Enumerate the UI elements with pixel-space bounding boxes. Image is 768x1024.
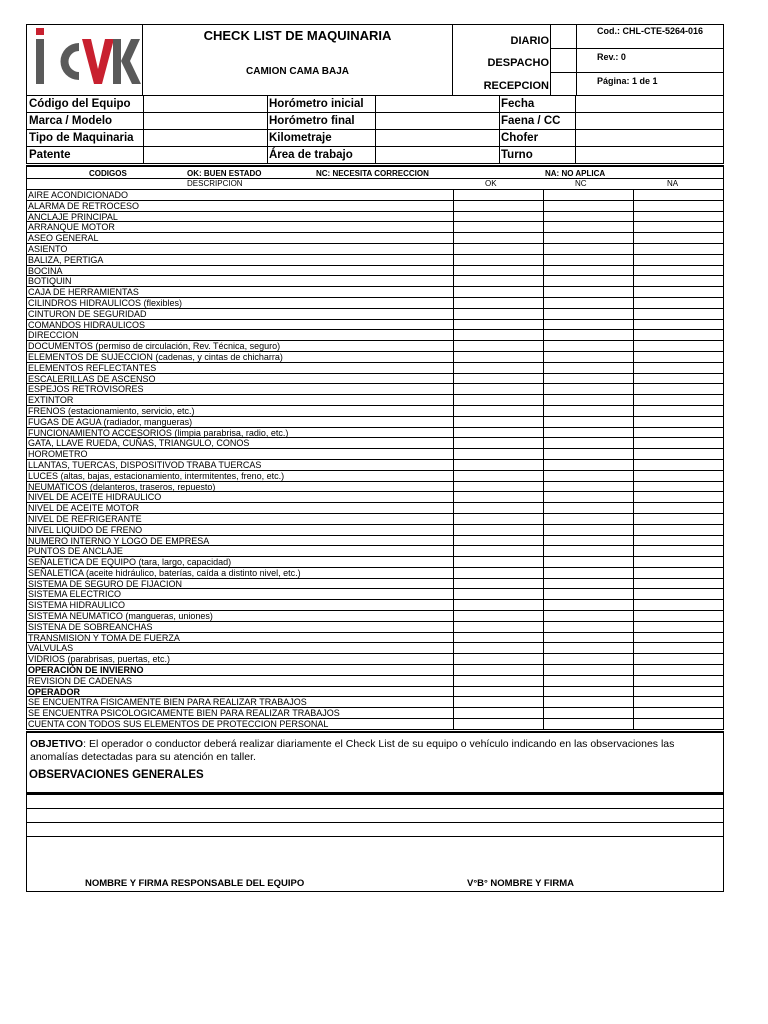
checkbox-nc[interactable] (544, 536, 634, 546)
checkbox-na[interactable] (634, 633, 723, 643)
checkbox-nc[interactable] (544, 395, 634, 405)
checklist-item-label: LLANTAS, TUERCAS, DISPOSITIVOD TRABA TUERCAS (28, 459, 262, 470)
checkbox-na[interactable] (634, 460, 723, 470)
checkbox-na[interactable] (634, 622, 723, 632)
checkbox-ok[interactable] (454, 503, 544, 513)
checkbox-nc[interactable] (544, 589, 634, 599)
col-descripcion: DESCRIPCION (187, 179, 243, 188)
checkbox-ok[interactable] (454, 244, 544, 254)
checklist-row (27, 600, 723, 611)
checkbox-nc[interactable] (544, 708, 634, 718)
checkbox-ok[interactable] (454, 406, 544, 416)
checklist-row (27, 287, 723, 298)
checkbox-na[interactable] (634, 428, 723, 438)
checkbox-na[interactable] (634, 201, 723, 211)
checkbox-na[interactable] (634, 298, 723, 308)
field-codigo-equipo[interactable] (144, 96, 266, 112)
checklist-item-label: ARRANQUE MOTOR (28, 222, 115, 233)
checkbox-nc[interactable] (544, 449, 634, 459)
checklist-row (27, 697, 723, 708)
checkbox-nc[interactable] (544, 676, 634, 686)
checklist-item-label: OPERADOR (28, 686, 81, 697)
checklist-row (27, 589, 723, 600)
checkbox-nc[interactable] (544, 568, 634, 578)
checklist-item-label: NIVEL LIQUIDO DE FRENO (28, 524, 143, 535)
checklist-row (27, 557, 723, 568)
checkbox-ok[interactable] (454, 622, 544, 632)
checkbox-diario[interactable] (550, 25, 576, 49)
checklist-table (26, 190, 724, 730)
checklist-item-label: SISTEMA NEUMATICO (mangueras, uniones) (28, 611, 213, 622)
checkbox-nc[interactable] (544, 546, 634, 556)
checkbox-na[interactable] (634, 352, 723, 362)
checklist-item-label: FRENOS (estacionamiento, servicio, etc.) (28, 405, 195, 416)
label-fecha: Fecha (501, 98, 535, 110)
checkbox-nc[interactable] (544, 417, 634, 427)
checklist-row (27, 417, 723, 428)
icvk-logo-icon (27, 25, 143, 95)
checklist-item-label: ALARMA DE RETROCESO (28, 200, 140, 211)
checkbox-na[interactable] (634, 384, 723, 394)
label-codigo-equipo: Código del Equipo (29, 98, 131, 110)
checkbox-nc[interactable] (544, 622, 634, 632)
checkbox-na[interactable] (634, 233, 723, 243)
checklist-item-label: CUENTA CON TODOS SUS ELEMENTOS DE PROTECCION PERSONAL (28, 719, 329, 730)
checkbox-nc[interactable] (544, 255, 634, 265)
objective-label: OBJETIVO (30, 738, 84, 750)
checklist-item-label: ELEMENTOS DE SUJECCION (cadenas, y cintas de chicharra) (28, 351, 283, 362)
checklist-row (27, 449, 723, 460)
checklist-row (27, 438, 723, 449)
checklist-item-label: DOCUMENTOS (permiso de circulación, Rev. Técnica, seguro) (28, 341, 281, 352)
checklist-item-label: SISTEMA ELECTRICO (28, 589, 122, 600)
checkbox-nc[interactable] (544, 600, 634, 610)
checkbox-nc[interactable] (544, 201, 634, 211)
checklist-row (27, 482, 723, 493)
checklist-item-label: GATA, LLAVE RUEDA, CUÑAS, TRIANGULO, CONOS (28, 438, 250, 449)
checklist-row (27, 233, 723, 244)
checkbox-nc[interactable] (544, 341, 634, 351)
checkbox-na[interactable] (634, 287, 723, 297)
checkbox-na[interactable] (634, 503, 723, 513)
checklist-row (27, 309, 723, 320)
checklist-row (27, 622, 723, 633)
checkbox-nc[interactable] (544, 525, 634, 535)
form-title: CHECK LIST DE MAQUINARIA (203, 28, 392, 43)
checkbox-nc[interactable] (544, 643, 634, 653)
checklist-row (27, 222, 723, 233)
equipment-info (26, 96, 724, 164)
checkbox-ok[interactable] (454, 611, 544, 621)
checkbox-na[interactable] (634, 665, 723, 675)
checklist-row (27, 201, 723, 212)
checklist-item-label: VALVULAS (28, 643, 74, 654)
checklist-item-label: NIVEL DE ACEITE MOTOR (28, 503, 140, 514)
form-header (26, 24, 724, 96)
checklist-item-label: ANCLAJE PRINCIPAL (28, 211, 118, 222)
checkbox-na[interactable] (634, 276, 723, 286)
checklist-row (27, 665, 723, 676)
checklist-item-label: NIVEL DE ACEITE HIDRAULICO (28, 492, 162, 503)
label-horometro-inicial: Horómetro inicial (269, 98, 364, 110)
checkbox-ok[interactable] (454, 222, 544, 232)
checkbox-na[interactable] (634, 546, 723, 556)
checklist-item-label: EXTINTOR (28, 395, 74, 406)
legend-na: NA: NO APLICA (545, 169, 606, 178)
checkbox-na[interactable] (634, 320, 723, 330)
checkbox-ok[interactable] (454, 201, 544, 211)
checkbox-nc[interactable] (544, 222, 634, 232)
inspection-type-options: DIARIO DESPACHO RECEPCION (453, 25, 577, 95)
checkbox-na[interactable] (634, 654, 723, 664)
checkbox-nc[interactable] (544, 654, 634, 664)
checkbox-nc[interactable] (544, 330, 634, 340)
document-code-block (577, 25, 723, 95)
checklist-row (27, 395, 723, 406)
checkbox-nc[interactable] (544, 579, 634, 589)
checkbox-nc[interactable] (544, 514, 634, 524)
checklist-item-label: DIRECCION (28, 330, 79, 341)
checklist-item-label: AIRE ACONDICIONADO (28, 190, 129, 200)
checklist-row (27, 708, 723, 719)
codes-legend (26, 165, 724, 179)
checklist-item-label: COMANDOS HIDRAULICOS (28, 319, 146, 330)
checkbox-ok[interactable] (454, 579, 544, 589)
checkbox-nc[interactable] (544, 266, 634, 276)
checklist-row (27, 363, 723, 374)
checklist-item-label: SISTEMA HIDRAULICO (28, 600, 126, 611)
checkbox-na[interactable] (634, 536, 723, 546)
checkbox-nc[interactable] (544, 633, 634, 643)
objective-text: : El operador o conductor deberá realizar diariamente el Check List de su equipo o vehículo indicando en las observaciones las anomalías detectadas para su atención en taller. (30, 738, 675, 763)
label-chofer: Chofer (501, 132, 539, 144)
checkbox-nc[interactable] (544, 492, 634, 502)
checkbox-ok[interactable] (454, 233, 544, 243)
checkbox-nc[interactable] (544, 697, 634, 707)
checkbox-nc[interactable] (544, 665, 634, 675)
checkbox-ok[interactable] (454, 428, 544, 438)
checklist-item-label: SEÑALETICA (aceite hidráulico, baterías, caída a distinto nivel, etc.) (28, 567, 301, 578)
checkbox-ok[interactable] (454, 255, 544, 265)
checklist-row (27, 492, 723, 503)
checkbox-ok[interactable] (454, 471, 544, 481)
checklist-item-label: OPERACIÓN DE INVIERNO (28, 665, 144, 676)
checkbox-nc[interactable] (544, 276, 634, 286)
checklist-item-label: ESPEJOS RETROVISORES (28, 384, 144, 395)
col-nc: NC (575, 179, 587, 188)
checkbox-na[interactable] (634, 676, 723, 686)
checkbox-ok[interactable] (454, 536, 544, 546)
checklist-item-label: ELEMENTOS REFLECTANTES (28, 362, 157, 373)
checkbox-na[interactable] (634, 309, 723, 319)
checkbox-ok[interactable] (454, 525, 544, 535)
checkbox-ok[interactable] (454, 687, 544, 697)
checkbox-nc[interactable] (544, 384, 634, 394)
checkbox-nc[interactable] (544, 352, 634, 362)
checkbox-na[interactable] (634, 471, 723, 481)
checklist-row (27, 654, 723, 665)
checklist-row (27, 330, 723, 341)
checkbox-ok[interactable] (454, 676, 544, 686)
checkbox-ok[interactable] (454, 395, 544, 405)
checklist-row (27, 460, 723, 471)
checkbox-na[interactable] (634, 255, 723, 265)
checklist-item-label: LUCES (altas, bajas, estacionamiento, intermitentes, freno, etc.) (28, 470, 285, 481)
checklist-row (27, 255, 723, 266)
checkbox-ok[interactable] (454, 633, 544, 643)
checklist-item-label: TRANSMISION Y TOMA DE FUERZA (28, 632, 180, 643)
checkbox-nc[interactable] (544, 320, 634, 330)
checkbox-na[interactable] (634, 719, 723, 729)
checklist-row (27, 374, 723, 385)
checklist-item-label: SISTENA DE SOBREANCHAS (28, 621, 153, 632)
checkbox-nc[interactable] (544, 471, 634, 481)
checkbox-na[interactable] (634, 708, 723, 718)
checkbox-ok[interactable] (454, 568, 544, 578)
label-kilometraje: Kilometraje (269, 132, 332, 144)
label-marca-modelo: Marca / Modelo (29, 115, 113, 127)
legend-nc: NC: NECESITA CORRECCION (316, 169, 429, 178)
checklist-row (27, 320, 723, 331)
checklist-row (27, 568, 723, 579)
checkbox-na[interactable] (634, 190, 723, 200)
checkbox-nc[interactable] (544, 309, 634, 319)
document-revision: Rev.: 0 (577, 49, 723, 73)
checkbox-nc[interactable] (544, 298, 634, 308)
checkbox-ok[interactable] (454, 492, 544, 502)
checklist-row (27, 579, 723, 590)
checkbox-despacho[interactable] (550, 49, 576, 73)
checkbox-ok[interactable] (454, 341, 544, 351)
checklist-row (27, 190, 723, 201)
col-na: NA (667, 179, 679, 188)
checklist-row (27, 212, 723, 223)
checkbox-nc[interactable] (544, 212, 634, 222)
checkbox-na[interactable] (634, 600, 723, 610)
checkbox-nc[interactable] (544, 428, 634, 438)
checkbox-recepcion[interactable] (550, 73, 576, 95)
label-area-trabajo: Área de trabajo (269, 149, 353, 161)
checkbox-ok[interactable] (454, 309, 544, 319)
checkbox-ok[interactable] (454, 190, 544, 200)
document-code: Cod.: CHL-CTE-5264-016 (577, 25, 723, 49)
checkbox-nc[interactable] (544, 406, 634, 416)
signature-responsible: NOMBRE Y FIRMA RESPONSABLE DEL EQUIPO (85, 878, 305, 889)
checklist-row (27, 536, 723, 547)
checkbox-ok[interactable] (454, 352, 544, 362)
checkbox-ok[interactable] (454, 643, 544, 653)
checkbox-ok[interactable] (454, 417, 544, 427)
checkbox-na[interactable] (634, 492, 723, 502)
checkbox-na[interactable] (634, 363, 723, 373)
checkbox-ok[interactable] (454, 320, 544, 330)
checklist-row (27, 503, 723, 514)
checklist-item-label: NEUMATICOS (delanteros, traseros, repuesto) (28, 481, 216, 492)
checkbox-ok[interactable] (454, 212, 544, 222)
form-subtitle: CAMION CAMA BAJA (246, 66, 349, 77)
checkbox-na[interactable] (634, 482, 723, 492)
checkbox-nc[interactable] (544, 363, 634, 373)
company-logo (27, 25, 143, 95)
checklist-row (27, 406, 723, 417)
checklist-row (27, 525, 723, 536)
checkbox-na[interactable] (634, 579, 723, 589)
checkbox-ok[interactable] (454, 298, 544, 308)
checkbox-na[interactable] (634, 643, 723, 653)
checkbox-na[interactable] (634, 438, 723, 448)
checkbox-na[interactable] (634, 266, 723, 276)
checkbox-ok[interactable] (454, 482, 544, 492)
checklist-item-label: CILINDROS HIDRAULICOS (flexibles) (28, 297, 183, 308)
label-faena: Faena / CC (501, 115, 561, 127)
checkbox-na[interactable] (634, 406, 723, 416)
checklist-item-label: SEÑALETICA DE EQUIPO (tara, largo, capacidad) (28, 557, 232, 568)
checkbox-ok[interactable] (454, 708, 544, 718)
checklist-row (27, 687, 723, 698)
checklist-item-label: FUNCIONAMIENTO ACCESORIOS (limpia parabrisa, radio, etc.) (28, 427, 289, 438)
checkbox-na[interactable] (634, 525, 723, 535)
checkbox-na[interactable] (634, 687, 723, 697)
checkbox-ok[interactable] (454, 719, 544, 729)
checkbox-ok[interactable] (454, 276, 544, 286)
checklist-row (27, 428, 723, 439)
checkbox-ok[interactable] (454, 665, 544, 675)
checkbox-nc[interactable] (544, 687, 634, 697)
checkbox-na[interactable] (634, 697, 723, 707)
checkbox-ok[interactable] (454, 557, 544, 567)
checkbox-nc[interactable] (544, 460, 634, 470)
checklist-item-label: SE ENCUENTRA PSICOLOGICAMENTE BIEN PARA REALIZAR TRABAJOS (28, 708, 340, 719)
checkbox-na[interactable] (634, 417, 723, 427)
checkbox-na[interactable] (634, 395, 723, 405)
checklist-item-label: SE ENCUENTRA FISICAMENTE BIEN PARA REALIZAR TRABAJOS (28, 697, 307, 708)
checklist-row (27, 633, 723, 644)
checkbox-nc[interactable] (544, 287, 634, 297)
checkbox-na[interactable] (634, 557, 723, 567)
label-horometro-final: Horómetro final (269, 115, 355, 127)
checkbox-nc[interactable] (544, 719, 634, 729)
legend-codigos: CODIGOS (89, 169, 127, 178)
checklist-item-label: ASIENTO (28, 243, 68, 254)
checklist-row (27, 244, 723, 255)
field-horometro-inicial[interactable] (376, 96, 498, 112)
checkbox-ok[interactable] (454, 697, 544, 707)
checkbox-ok[interactable] (454, 589, 544, 599)
checkbox-nc[interactable] (544, 190, 634, 200)
checkbox-nc[interactable] (544, 233, 634, 243)
checklist-row (27, 352, 723, 363)
checkbox-ok[interactable] (454, 654, 544, 664)
checklist-item-label: BALIZA, PERTIGA (28, 254, 104, 265)
checkbox-ok[interactable] (454, 384, 544, 394)
checkbox-na[interactable] (634, 212, 723, 222)
checklist-row (27, 341, 723, 352)
checklist-row (27, 676, 723, 687)
objective-note (26, 731, 724, 793)
checklist-row (27, 611, 723, 622)
checklist-item-label: VIDRIOS (parabrisas, puertas, etc.) (28, 654, 171, 665)
checkbox-nc[interactable] (544, 438, 634, 448)
checkbox-na[interactable] (634, 341, 723, 351)
checklist-item-label: PUNTOS DE ANCLAJE (28, 546, 123, 557)
checkbox-ok[interactable] (454, 546, 544, 556)
document-page: Página: 1 de 1 (597, 76, 658, 86)
checkbox-na[interactable] (634, 589, 723, 599)
checkbox-ok[interactable] (454, 438, 544, 448)
label-patente: Patente (29, 149, 71, 161)
checklist-row (27, 546, 723, 557)
checklist-row (27, 266, 723, 277)
checklist-row (27, 643, 723, 654)
checkbox-nc[interactable] (544, 374, 634, 384)
checklist-item-label: NUMERO INTERNO Y LOGO DE EMPRESA (28, 535, 210, 546)
checklist-item-label: ASEO GENERAL (28, 233, 99, 244)
checkbox-ok[interactable] (454, 374, 544, 384)
checkbox-nc[interactable] (544, 244, 634, 254)
checkbox-ok[interactable] (454, 266, 544, 276)
checkbox-na[interactable] (634, 449, 723, 459)
checkbox-nc[interactable] (544, 482, 634, 492)
checklist-item-label: BOCINA (28, 265, 63, 276)
signature-vobo: V°B° NOMBRE Y FIRMA (467, 878, 575, 889)
checklist-item-label: NIVEL DE REFRIGERANTE (28, 513, 142, 524)
observations-title: OBSERVACIONES GENERALES (29, 769, 204, 781)
checklist-column-headers (26, 179, 724, 190)
checklist-row (27, 719, 723, 730)
legend-ok: OK: BUEN ESTADO (187, 169, 262, 178)
checkbox-ok[interactable] (454, 460, 544, 470)
checkbox-na[interactable] (634, 330, 723, 340)
checkbox-na[interactable] (634, 611, 723, 621)
checkbox-ok[interactable] (454, 514, 544, 524)
checkbox-nc[interactable] (544, 503, 634, 513)
checkbox-na[interactable] (634, 244, 723, 254)
checklist-row (27, 514, 723, 525)
checklist-row (27, 384, 723, 395)
checkbox-ok[interactable] (454, 363, 544, 373)
field-fecha[interactable] (576, 96, 724, 112)
checkbox-nc[interactable] (544, 557, 634, 567)
checkbox-ok[interactable] (454, 449, 544, 459)
checkbox-na[interactable] (634, 222, 723, 232)
checkbox-nc[interactable] (544, 611, 634, 621)
checkbox-na[interactable] (634, 514, 723, 524)
checkbox-na[interactable] (634, 374, 723, 384)
checklist-item-label: CAJA DE HERRAMIENTAS (28, 287, 139, 298)
label-turno: Turno (501, 149, 533, 161)
checklist-row (27, 298, 723, 309)
checkbox-ok[interactable] (454, 600, 544, 610)
checklist-item-label: SISTEMA DE SEGURO DE FIJACION (28, 578, 183, 589)
checklist-item-label: BOTIQUIN (28, 276, 72, 287)
checklist-row (27, 471, 723, 482)
checklist-row (27, 276, 723, 287)
checkbox-ok[interactable] (454, 330, 544, 340)
checklist-item-label: HOROMETRO (28, 449, 88, 460)
checklist-item-label: FUGAS DE AGUA (radiador, mangueras) (28, 416, 193, 427)
col-ok: OK (485, 179, 497, 188)
checklist-item-label: ESCALERILLAS DE ASCENSO (28, 373, 156, 384)
checklist-item-label: REVISION DE CADENAS (28, 675, 133, 686)
label-tipo-maquinaria: Tipo de Maquinaria (29, 132, 134, 144)
checkbox-ok[interactable] (454, 287, 544, 297)
checkbox-na[interactable] (634, 568, 723, 578)
checklist-item-label: CINTURON DE SEGURIDAD (28, 308, 147, 319)
